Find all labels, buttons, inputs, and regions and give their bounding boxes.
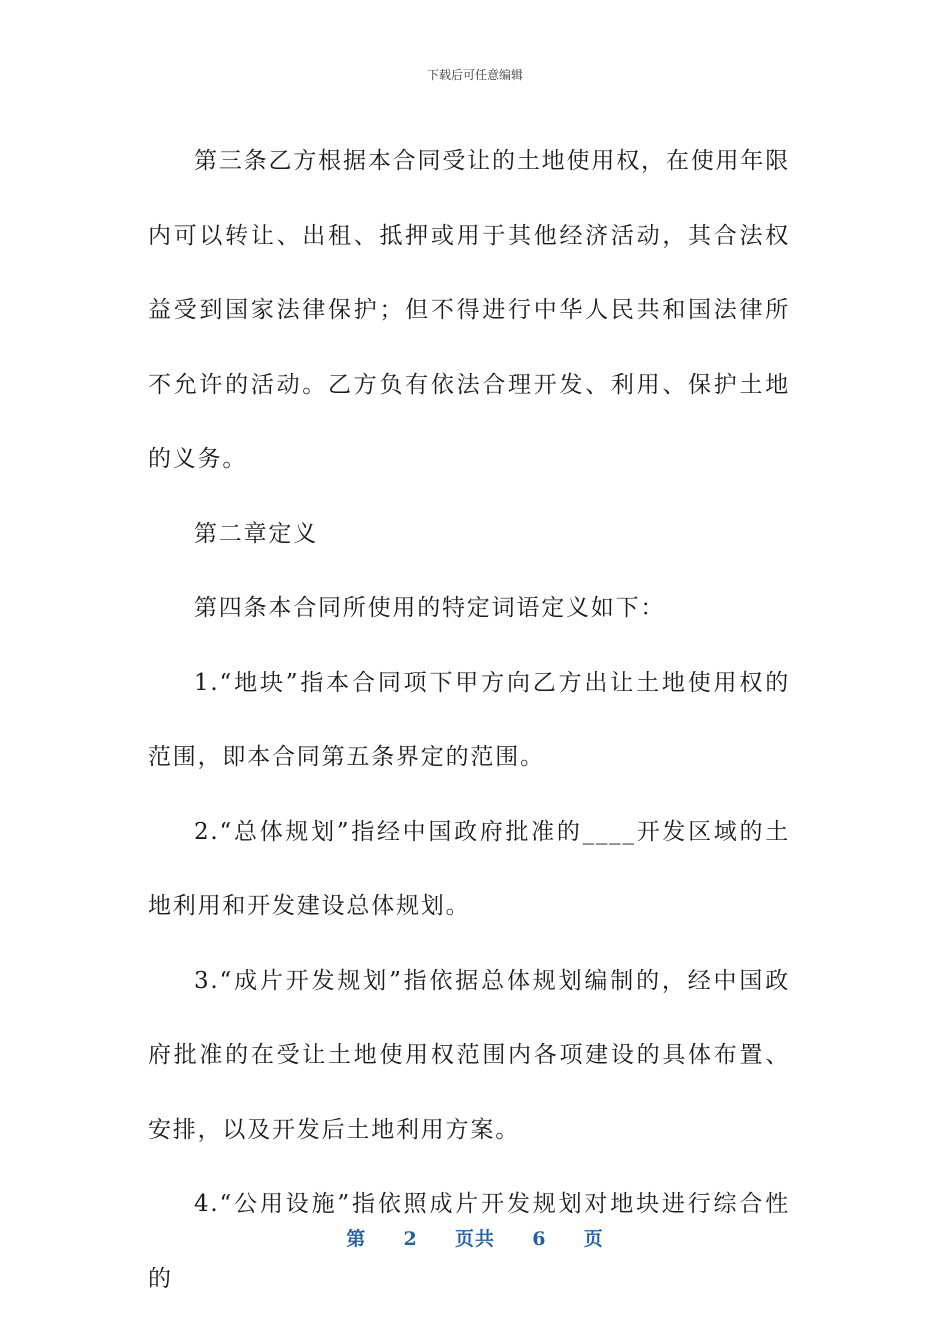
- definition-item-1: 1.“地块”指本合同项下甲方向乙方出让土地使用权的范围，即本合同第五条界定的范围。: [148, 669, 790, 770]
- header-note: 下载后可任意编辑: [426, 68, 523, 82]
- definition-item-2: 2.“总体规划”指经中国政府批准的____开发区域的土地利用和开发建设总体规划。: [148, 818, 790, 919]
- document-body: [148, 124, 790, 1316]
- page-footer: [0, 1226, 950, 1252]
- footer-middle: 页共: [454, 1228, 495, 1250]
- total-pages-number: 6: [532, 1228, 547, 1250]
- definition-item-4: 4.“公用设施”指依照成片开发规划对地块进行综合性的: [148, 1191, 790, 1292]
- current-page-number: 2: [403, 1228, 418, 1250]
- chapter-heading: 第二章定义: [194, 520, 318, 547]
- paragraph-article-4: 第四条本合同所使用的特定词语定义如下：: [194, 595, 666, 621]
- footer-prefix: 第: [346, 1228, 367, 1250]
- paragraph-article-3: 第三条乙方根据本合同受让的土地使用权，在使用年限内可以转让、出租、抵押或用于其他经济活动，其合法权益受到国家法律保护；但不得进行中华人民共和国法律所不允许的活动。乙方负有依法合理开发、利用、保护土地的义务。: [148, 148, 790, 472]
- definition-item-3: 3.“成片开发规划”指依据总体规划编制的，经中国政府批准的在受让土地使用权范围内各项建设的具体布置、安排，以及开发后土地利用方案。: [148, 967, 790, 1143]
- footer-suffix: 页: [583, 1228, 604, 1250]
